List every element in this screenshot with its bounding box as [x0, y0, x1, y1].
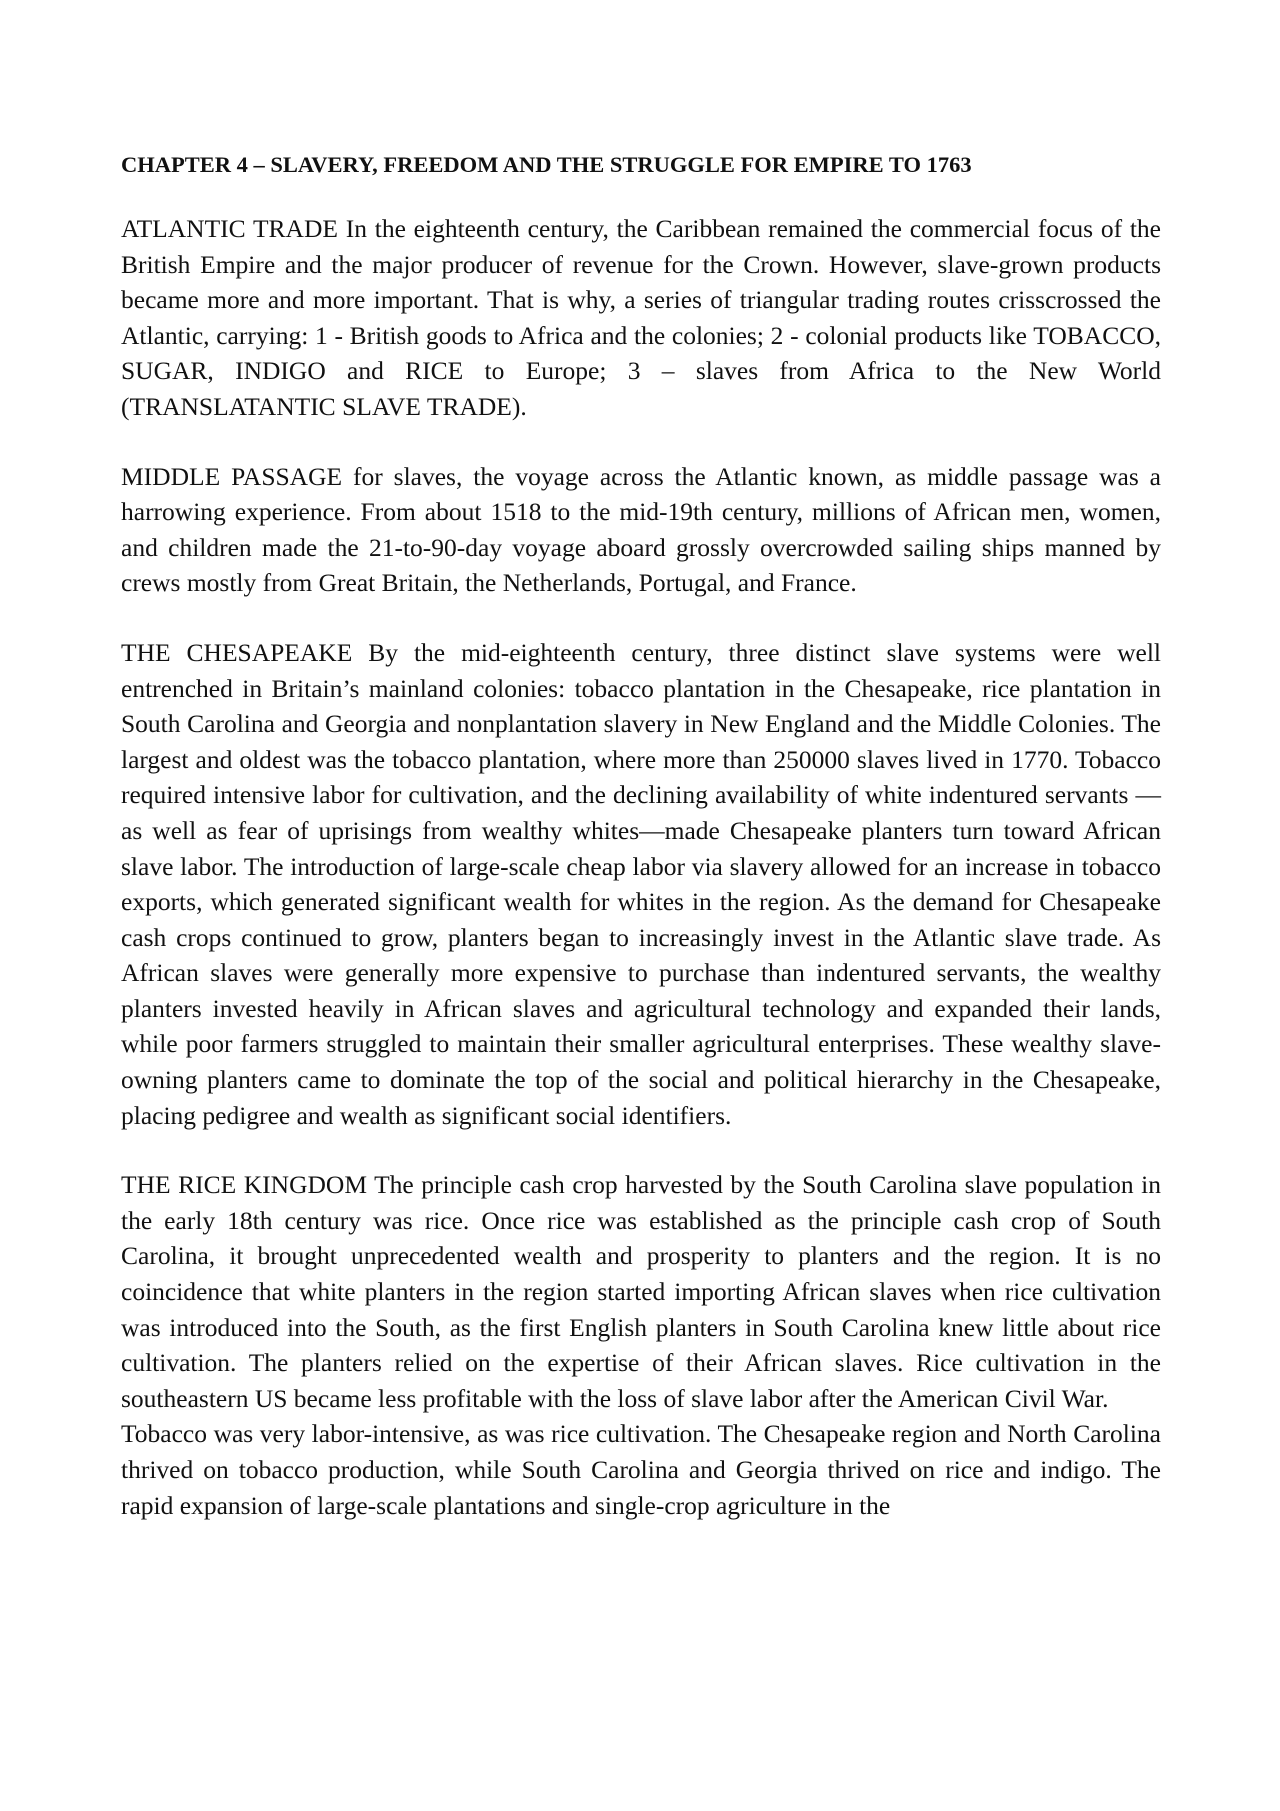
- paragraph-the-chesapeake: THE CHESAPEAKE By the mid-eighteenth century, three distinct slave systems were well entrenched in Britain’s mainland colonies: tobacco plantation in the Chesapeake, rice plantation in South Carolina and Georgia and nonplantation slavery in New England and the Middle Colonies. The largest and oldest was the tobacco plantation, where more than 250000 slaves lived in 1770. Tobacco required intensive labor for cultivation, and the declining availability of white indentured servants —as well as fear of uprisings from wealthy whites—made Chesapeake planters turn toward African slave labor. The introduction of large-scale cheap labor via slavery allowed for an increase in tobacco exports, which generated significant wealth for whites in the region. As the demand for Chesapeake cash crops continued to grow, planters began to increasingly invest in the Atlantic slave trade. As African slaves were generally more expensive to purchase than indentured servants, the wealthy planters invested heavily in African slaves and agricultural technology and expanded their lands, while poor farmers struggled to maintain their smaller agricultural enterprises. These wealthy slave-owning planters came to dominate the top of the social and political hierarchy in the Chesapeake, placing pedigree and wealth as significant social identifiers.: [121, 637, 1161, 1130]
- document-page: [121, 150, 1161, 1523]
- paragraph-the-rice-kingdom: THE RICE KINGDOM The principle cash crop harvested by the South Carolina slave population in the early 18th century was rice. Once rice was established as the principle cash crop of South Carolina, it brought unprecedented wealth and prosperity to planters and the region. It is no coincidence that white planters in the region started importing African slaves when rice cultivation was introduced into the South, as the first English planters in South Carolina knew little about rice cultivation. The planters relied on the expertise of their African slaves. Rice cultivation in the southeastern US became less profitable with the loss of slave labor after the American Civil War.: [121, 1170, 1161, 1413]
- paragraph-middle-passage: MIDDLE PASSAGE for slaves, the voyage across the Atlantic known, as middle passage was a harrowing experience. From about 1518 to the mid-19th century, millions of African men, women, and children made the 21-to-90-day voyage aboard grossly overcrowded sailing ships manned by crews mostly from Great Britain, the Netherlands, Portugal, and France.: [121, 461, 1161, 598]
- paragraph-atlantic-trade: ATLANTIC TRADE In the eighteenth century, the Caribbean remained the commercial focus of the British Empire and the major producer of revenue for the Crown. However, slave-grown products became more and more important. That is why, a series of triangular trading routes crisscrossed the Atlantic, carrying: 1 - British goods to Africa and the colonies; 2 - colonial products like TOBACCO, SUGAR, INDIGO and RICE to Europe; 3 – slaves from Africa to the New World (TRANSLATANTIC SLAVE TRADE).: [121, 214, 1161, 421]
- chapter-title: CHAPTER 4 – SLAVERY, FREEDOM AND THE STRUGGLE FOR EMPIRE TO 1763: [121, 152, 972, 177]
- paragraph-tobacco-rice-continued: Tobacco was very labor-intensive, as was rice cultivation. The Chesapeake region and North Carolina thrived on tobacco production, while South Carolina and Georgia thrived on rice and indigo. The rapid expansion of large-scale plantations and single-crop agriculture in the: [121, 1419, 1161, 1520]
